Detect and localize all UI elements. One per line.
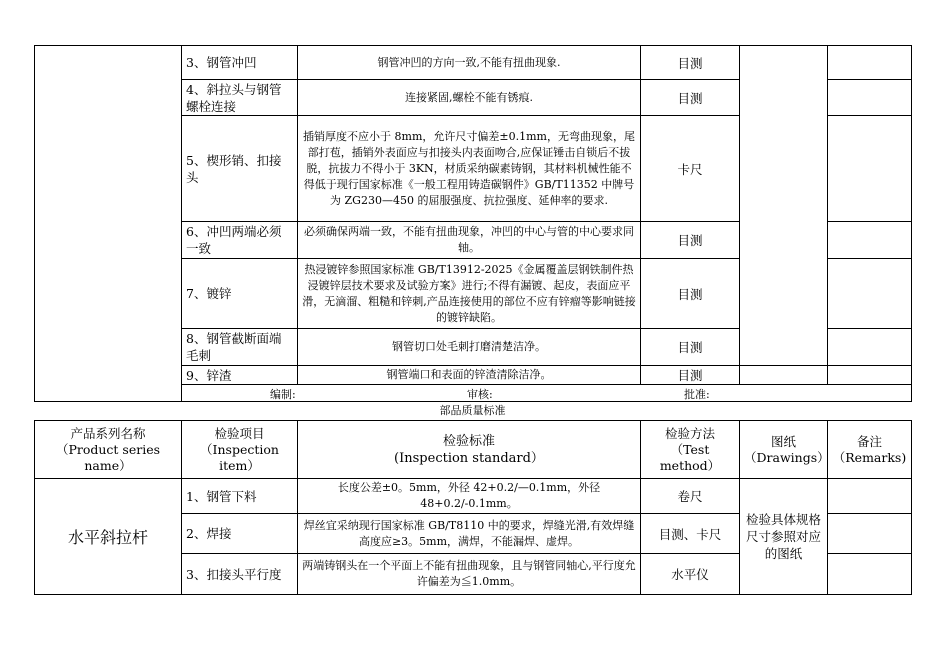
remarks-cell: [828, 80, 912, 116]
inspection-standard: 连接紧固,螺栓不能有锈痕.: [298, 80, 641, 116]
test-method: 卷尺: [641, 479, 740, 514]
remarks-cell: [828, 46, 912, 80]
product-name: 水平斜拉杆: [35, 479, 182, 595]
remarks-cell: [828, 366, 912, 385]
inspection-item: 2、焊接: [182, 514, 298, 554]
bottom-inspection-table: [34, 420, 912, 595]
remarks-cell: [828, 329, 912, 366]
remarks-cell: [828, 554, 912, 595]
remarks-cell: [828, 222, 912, 259]
inspection-item: 4、斜拉头与钢管螺栓连接: [182, 80, 298, 116]
inspection-standard: 插销厚度不应小于 8mm，允许尺寸偏差±0.1mm，无弯曲现象，尾部打苞，插销外表面应与扣接头内表面吻合,应保证锤击自锁后不拔脱，抗拔力不得小于 3KN，材质采纳碳素铸钢，其材料机械性能不得低于现行国家标准《一般工程用铸造碳钢件》GB/T11352 中牌号为 ZG230—450 的屈服强度、抗拉强度、延伸率的要求.: [298, 116, 641, 222]
inspection-standard: 长度公差±0。5mm，外径 42+0.2/—0.1mm，外径 48+0.2/-0.1mm。: [298, 479, 641, 514]
signature-cell: [182, 385, 912, 402]
inspection-item: 8、钢管截断面端毛刺: [182, 329, 298, 366]
inspection-item: 6、冲凹两端必须一致: [182, 222, 298, 259]
header-product: 产品系列名称 （Product series name）: [35, 421, 182, 479]
inspection-item: 1、钢管下料: [182, 479, 298, 514]
test-method: 目测: [641, 329, 740, 366]
test-method: 目测: [641, 80, 740, 116]
inspection-standard: 钢管冲凹的方向一致,不能有扭曲现象.: [298, 46, 641, 80]
test-method: 目测: [641, 222, 740, 259]
inspection-standard: 焊丝宜采纳现行国家标准 GB/T8110 中的要求，焊缝光滑,有效焊缝高度应≥3。5mm，满焊，不能漏焊、虚焊。: [298, 514, 641, 554]
table-row: [35, 479, 912, 514]
test-method: 目测: [641, 46, 740, 80]
top-inspection-table: [34, 45, 912, 402]
section-caption: 部品质量标准: [439, 404, 506, 417]
inspection-standard: 钢管切口处毛刺打磨清楚洁净。: [298, 329, 641, 366]
drawings-note: 检验具体规格尺寸参照对应的图纸: [740, 479, 828, 595]
remarks-cell: [828, 116, 912, 222]
reviewed-by-label: 审核:: [467, 388, 493, 401]
header-drawings: 图纸 （Drawings）: [740, 421, 828, 479]
approved-by-label: 批准:: [684, 388, 710, 401]
table-row: [35, 46, 912, 80]
inspection-item: 9、锌渣: [182, 366, 298, 385]
inspection-standard: 必须确保两端一致，不能有扭曲现象，冲凹的中心与管的中心要求同轴。: [298, 222, 641, 259]
header-standard: 检验标准 (Inspection standard）: [298, 421, 641, 479]
remarks-cell: [828, 479, 912, 514]
inspection-item: 3、钢管冲凹: [182, 46, 298, 80]
remarks-cell: [828, 514, 912, 554]
header-item: 检验项目 （Inspection item）: [182, 421, 298, 479]
drawings-cell-empty: [740, 366, 828, 385]
test-method: 目测: [641, 366, 740, 385]
inspection-item: 5、楔形销、扣接头: [182, 116, 298, 222]
header-method: 检验方法 （Test method）: [641, 421, 740, 479]
header-remarks: 备注 （Remarks): [828, 421, 912, 479]
test-method: 水平仪: [641, 554, 740, 595]
header-row: [35, 421, 912, 479]
product-cell-empty: [35, 46, 182, 402]
inspection-standard: 两端铸钢头在一个平面上不能有扭曲现象，且与钢管同轴心,平行度允许偏差为≦1.0mm。: [298, 554, 641, 595]
inspection-item: 7、镀锌: [182, 259, 298, 329]
drawings-cell-empty: [740, 46, 828, 366]
inspection-standard: 热浸镀锌参照国家标准 GB/T13912-2025《金属覆盖层钢铁制件热浸镀锌层技术要求及试验方案》进行;不得有漏镀、起皮，表面应平滑，无滴溜、粗糙和锌刺,产品连接使用的部位不应有锌瘤等影响链接的镀锌缺陷。: [298, 259, 641, 329]
inspection-item: 3、扣接头平行度: [182, 554, 298, 595]
test-method: 目测、卡尺: [641, 514, 740, 554]
test-method: 卡尺: [641, 116, 740, 222]
test-method: 目测: [641, 259, 740, 329]
remarks-cell: [828, 259, 912, 329]
inspection-standard: 钢管端口和表面的锌渣清除洁净。: [298, 366, 641, 385]
compiled-by-label: 编制:: [270, 388, 296, 401]
